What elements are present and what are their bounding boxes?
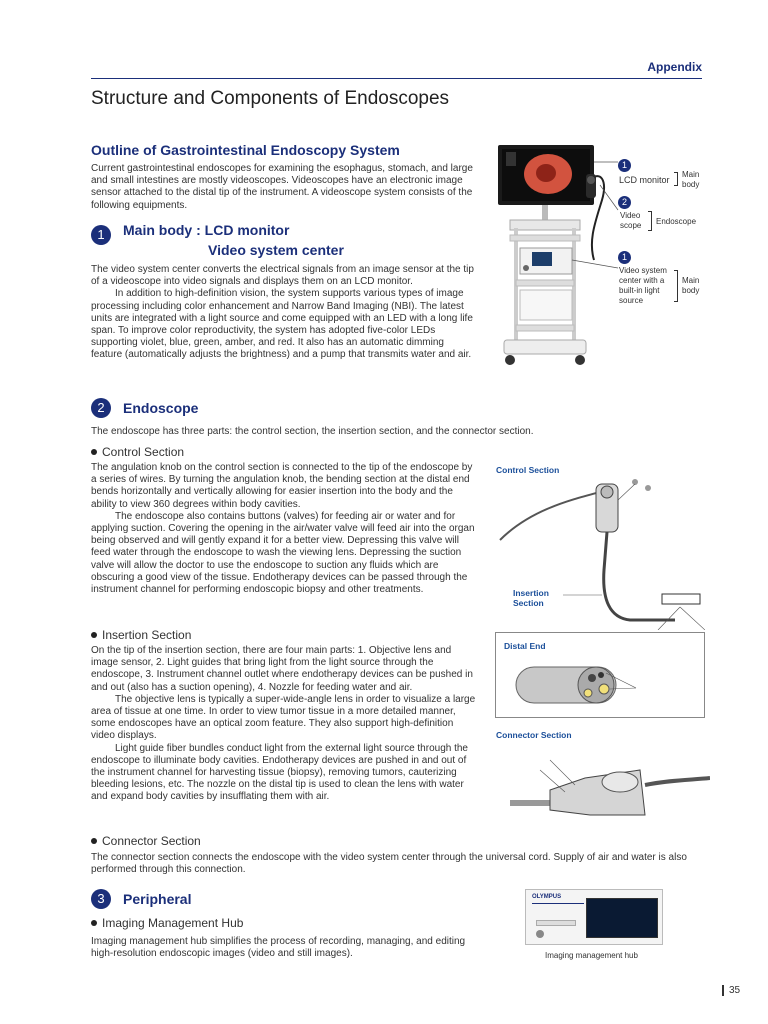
- section-number-2: 2: [91, 398, 111, 418]
- endoscope-heading: Endoscope: [123, 400, 199, 416]
- bullet-icon: [91, 449, 97, 455]
- device-stripe: [532, 903, 584, 904]
- page-number: 35: [722, 985, 740, 996]
- outline-heading: Outline of Gastrointestinal Endoscopy System: [91, 142, 400, 158]
- center-number: 1: [618, 251, 631, 264]
- fig-control-label: Control Section: [496, 465, 560, 475]
- lcd-brace: [674, 172, 678, 186]
- device-brand: OLYMPUS: [532, 894, 562, 900]
- insertion-section-text: [91, 645, 476, 804]
- device-screen: [586, 898, 658, 938]
- insertion-section-heading: [91, 628, 191, 642]
- hub-text: Imaging management hub simplifies the process of recording, managing, and editing high-resolution endoscopic images (video and still images).: [91, 936, 466, 960]
- control-p1: The angulation knob on the control section is connected to the tip of the endoscope by a series of wires. By turning the angulation knob, the bending section at the distal end bends horizontally and vertically allowing for easier insertion into the body and the ability to view 360 degrees within body cavities.: [91, 462, 473, 510]
- page-title: Structure and Components of Endoscopes: [91, 88, 450, 109]
- main-body-p1: The video system center converts the electrical signals from an image sensor at the tip of a videoscope into video signals and displays them on an LCD monitor.: [91, 264, 474, 288]
- connector-section-heading: [91, 834, 201, 848]
- insertion-p1: On the tip of the insertion section, there are four main parts: 1. Objective lens and image sensor, 2. Light guides that bring light from the light source through the endoscope, 3. Instrument channel outlet where endotherapy devices can be pushed in and out (also has a suction opening), 4. Nozzle for feeding water and air.: [91, 645, 473, 693]
- connector-section-title: Connector Section: [102, 834, 201, 848]
- bullet-icon: [91, 920, 97, 926]
- hub-title: Imaging Management Hub: [102, 916, 244, 930]
- center-brace: [674, 270, 678, 302]
- endoscope-figure: [490, 470, 705, 630]
- insertion-p3: Light guide fiber bundles conduct light from the external light source through the endoscope to illuminate body cavities. Endotherapy devices are pushed in and out of the instrument channel for harvesting tissue (biopsy), removing tumors, cauterizing bleeding lesions, etc. The nozzle on the distal tip is used to clean the lens with water and expand body cavities by insufflating them with air.: [91, 742, 468, 803]
- peripheral-heading: Peripheral: [123, 891, 192, 907]
- section-number-1: 1: [91, 225, 111, 245]
- control-p2: The endoscope also contains buttons (valves) for feeding air or water and for applying suction. Covering the opening in the air/water valve will feed air into the organ being observed and will gently expand it for a better view. Depressing this valve will feed water through the endoscope to wash the viewing lens. Depressing the suction valve will allow the doctor to use the endoscope to suction any fluids which are obscuring a good view of the tissue. Endotherapy devices can be passed through the instrument channel for performing endoscopic biopsy and other treatments.: [91, 510, 475, 596]
- control-section-heading: [91, 445, 184, 459]
- fig-connector-label: Connector Section: [496, 730, 572, 740]
- section-label: Appendix: [647, 60, 702, 74]
- lcd-group-label: Main body: [682, 170, 700, 189]
- section-number-3: 3: [91, 889, 111, 909]
- center-group-label: Main body: [682, 276, 700, 295]
- fig-distal-label: Distal End: [504, 641, 546, 651]
- endoscope-intro: The endoscope has three parts: the control section, the insertion section, and the connector section.: [91, 426, 534, 437]
- header-rule: [91, 78, 702, 79]
- center-label: Video system center with a built-in light source: [619, 266, 667, 305]
- video-center-heading: Video system center: [208, 242, 344, 258]
- control-section-title: Control Section: [102, 445, 185, 459]
- bullet-icon: [91, 838, 97, 844]
- scope-brace: [648, 211, 652, 231]
- main-body-p2: In addition to high-definition vision, the system supports various types of image processing including color enhancement and Narrow Band Imaging (NBI). The latest units are integrated with a light source and come equipped with an LED with a long life span. To improve color reproductivity, the system has adopted five-color LEDs supporting violet, blue, green, amber, and red. It also has an automatic dimming feature (automatically adjusts the brightness) and a pump that transmits water and air.: [91, 288, 473, 361]
- main-body-text: [91, 264, 476, 362]
- hub-caption: Imaging management hub: [545, 951, 638, 960]
- fig-insertion-label: Insertion Section: [513, 588, 549, 608]
- scope-group-label: Endoscope: [656, 217, 697, 226]
- scope-label: Video scope: [620, 211, 642, 230]
- insertion-section-title: Insertion Section: [102, 628, 192, 642]
- distal-end-box: [495, 632, 705, 718]
- connector-illustration: [505, 740, 710, 825]
- connector-figure: [505, 740, 710, 825]
- device-slot: [536, 920, 576, 926]
- endoscope-illustration: [490, 470, 705, 630]
- connector-section-text: The connector section connects the endoscope with the video system center through the universal cord. Supply of air and water is also performed through this connection.: [91, 852, 687, 876]
- insertion-p2: The objective lens is typically a super-wide-angle lens in order to visualize a large area of tissue at one time. In order to view tumor tissue in a more detailed manner, some endoscopes have an optical zoom feature. They also support high-definition video displays.: [91, 693, 476, 742]
- control-section-text: [91, 462, 476, 596]
- bullet-icon: [91, 632, 97, 638]
- lcd-label: LCD monitor: [619, 175, 670, 185]
- scope-number: 2: [618, 196, 631, 209]
- distal-end-illustration: [496, 633, 704, 717]
- power-button-icon: [536, 930, 544, 938]
- hub-device-illustration: [525, 889, 663, 945]
- lcd-number: 1: [618, 159, 631, 172]
- outline-text: Current gastrointestinal endoscopes for examining the esophagus, stomach, and large and small intestines are mostly videoscopes. Videoscopes have an electronic image sensor attached to the distal tip of the instrument. A videoscope system consists of the following equipments.: [91, 163, 473, 211]
- main-body-heading: Main body : LCD monitor: [123, 222, 290, 238]
- hub-heading: [91, 916, 243, 930]
